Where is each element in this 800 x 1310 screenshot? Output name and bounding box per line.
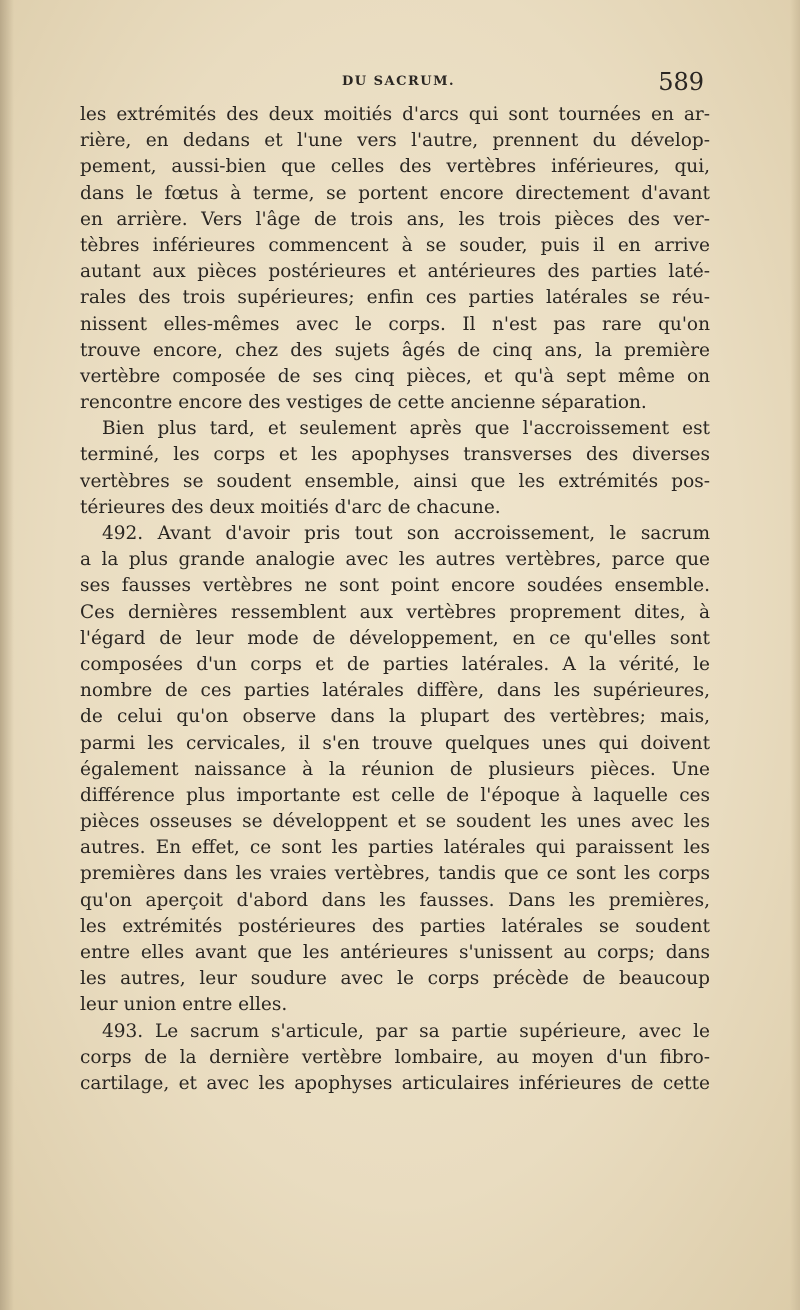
section-493 (80, 1019, 710, 1098)
text-line: térieures des deux moitiés d'arc de chacune. (80, 496, 501, 518)
text-line: a la plus grande analogie avec les autres vertèbres, parce que (80, 549, 710, 571)
text-line: nombre de ces parties latérales diffère, dans les supérieures, (80, 680, 710, 702)
running-head-title: DU SACRUM. (342, 74, 456, 89)
text-line: autant aux pièces postérieures et antérieures des parties laté- (80, 261, 710, 283)
section-492 (80, 521, 710, 1019)
text-line: Bien plus tard, et seulement après que l'accroissement est (102, 418, 710, 440)
text-line: de celui qu'on observe dans la plupart des vertèbres; mais, (80, 706, 710, 728)
page-number: 589 (658, 68, 704, 96)
text-line: nissent elles-mêmes avec le corps. Il n'est pas rare qu'on (80, 313, 710, 335)
text-line: leur union entre elles. (80, 994, 288, 1016)
text-line: pièces osseuses se développent et se soudent les unes avec les (80, 811, 710, 833)
text-line: rière, en dedans et l'une vers l'autre, prennent du dévelop- (80, 130, 710, 152)
text-line: qu'on aperçoit d'abord dans les fausses. Dans les premières, (80, 889, 710, 911)
paragraph (80, 416, 710, 521)
text-line: trouve encore, chez des sujets âgés de cinq ans, la première (80, 339, 710, 361)
text-line: corps de la dernière vertèbre lombaire, au moyen d'un fibro- (80, 1046, 710, 1068)
text-line: parmi les cervicales, il s'en trouve quelques unes qui doivent (80, 732, 710, 754)
text-line: différence plus importante est celle de l'époque à laquelle ces (80, 784, 710, 806)
text-line: premières dans les vraies vertèbres, tandis que ce sont les corps (80, 863, 710, 885)
text-line: rales des trois supérieures; enfin ces parties latérales se réu- (80, 287, 710, 309)
text-line: autres. En effet, ce sont les parties latérales qui paraissent les (80, 837, 710, 859)
text-line: tèbres inférieures commencent à se souder, puis il en arrive (80, 234, 710, 256)
text-line: vertèbres se soudent ensemble, ainsi que les extrémités pos- (80, 470, 710, 492)
text-line: Ces dernières ressemblent aux vertèbres proprement dites, à (80, 601, 710, 623)
text-line: ses fausses vertèbres ne sont point encore soudées ensemble. (80, 575, 710, 597)
page-left-edge-shadow (0, 0, 14, 1310)
text-line: vertèbre composée de ses cinq pièces, et qu'à sept même on (80, 365, 710, 387)
body-text (80, 102, 710, 1097)
text-line: 493. Le sacrum s'articule, par sa partie supérieure, avec le (102, 1020, 710, 1042)
text-line: l'égard de leur mode de développement, en ce qu'elles sont (80, 627, 710, 649)
text-line: cartilage, et avec les apophyses articulaires inférieures de cette (80, 1072, 710, 1094)
text-line: également naissance à la réunion de plusieurs pièces. Une (80, 758, 710, 780)
text-line: dans le fœtus à terme, se portent encore directement d'avant (80, 182, 710, 204)
text-line: 492. Avant d'avoir pris tout son accroissement, le sacrum (102, 523, 710, 544)
text-line: terminé, les corps et les apophyses transverses des diverses (80, 444, 710, 466)
text-line: les extrémités des deux moitiés d'arcs qui sont tournées en ar- (80, 104, 710, 125)
text-line: les extrémités postérieures des parties latérales se soudent (80, 915, 710, 937)
running-head (80, 68, 710, 102)
text-line: composées d'un corps et de parties latérales. A la vérité, le (80, 653, 710, 675)
text-line: rencontre encore des vestiges de cette ancienne séparation. (80, 392, 647, 414)
text-line: les autres, leur soudure avec le corps précède de beaucoup (80, 968, 710, 990)
text-line: pement, aussi-bien que celles des vertèbres inférieures, qui, (80, 156, 710, 178)
page-right-edge-shadow (790, 0, 800, 1310)
paragraph-continuation (80, 102, 710, 416)
text-line: entre elles avant que les antérieures s'unissent au corps; dans (80, 942, 710, 963)
text-line: en arrière. Vers l'âge de trois ans, les trois pièces des ver- (80, 208, 710, 230)
